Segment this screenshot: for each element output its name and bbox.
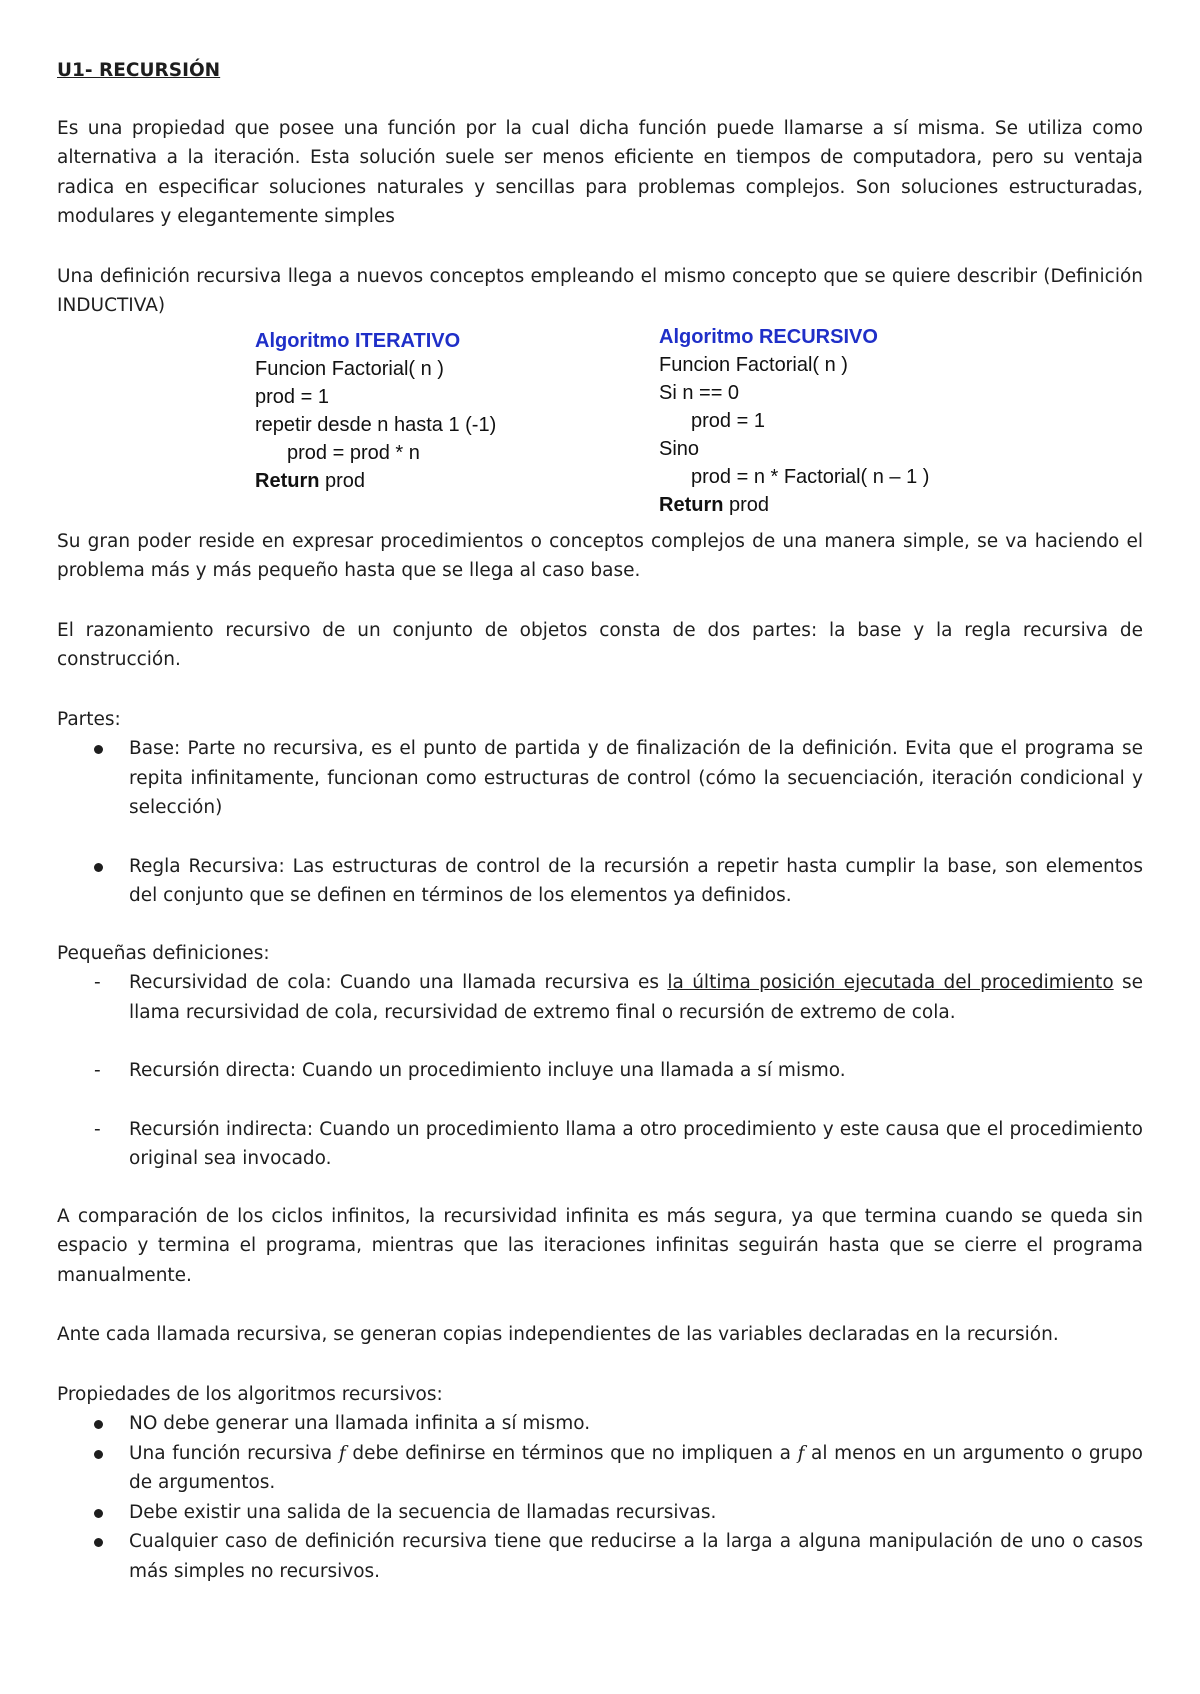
list-item [57, 1527, 1143, 1586]
list-item-text: Cualquier caso de definición recursiva tiene que reducirse a la larga a alguna manipulación de uno o casos más simples no recursivos. [129, 1531, 1143, 1582]
dash-marker: - [94, 1118, 101, 1140]
code-line: Sino [659, 437, 700, 460]
bullet-icon [94, 1538, 103, 1547]
code-line: Funcion Factorial( n ) [255, 357, 444, 380]
power-paragraph: Su gran poder reside en expresar procedimientos o conceptos complejos de una manera simple, se va haciendo el problema más y más pequeño hasta que se llega al caso base. [57, 530, 1143, 581]
code-line [255, 467, 496, 495]
dash-marker: - [94, 1060, 101, 1081]
definitions-list [57, 968, 1143, 1174]
copies-paragraph: Ante cada llamada recursiva, se generan copias independientes de las variables declaradas en la recursión. [57, 1324, 1059, 1345]
list-item-text: Base: Parte no recursiva, es el punto de partida y de finalización de la definición. Evita que el programa se repita infinitamente, funcionan como estructuras de control (cómo la secuenciación, iteración condicional y selección) [129, 738, 1143, 818]
list-item [57, 1409, 1143, 1439]
dash-marker: - [94, 972, 101, 993]
list-item [57, 734, 1143, 823]
reasoning-paragraph: El razonamiento recursivo de un conjunto de objetos consta de dos partes: la base y la regla recursiva de construcción. [57, 619, 1143, 670]
list-item [57, 1498, 1143, 1528]
list-item [57, 1439, 1143, 1498]
list-item-text: NO debe generar una llamada infinita a sí mismo. [129, 1413, 591, 1434]
list-item [57, 1115, 1143, 1174]
recursive-algorithm [659, 323, 929, 519]
code-line: Si n == 0 [659, 381, 740, 404]
list-item-text: Una función recursiva [129, 1442, 339, 1464]
bullet-icon [94, 863, 103, 872]
iterative-algorithm [255, 327, 496, 495]
list-item-text: al menos en un argumento o grupo de argumentos. [129, 1442, 1144, 1493]
definitions-label: Pequeñas definiciones: [57, 942, 270, 964]
recursive-heading: Algoritmo RECURSIVO [659, 325, 878, 348]
parts-label: Partes: [57, 708, 121, 730]
list-item-text: Recursión directa: Cuando un procedimiento incluye una llamada a sí mismo. [129, 1060, 846, 1081]
code-line: Funcion Factorial( n ) [659, 353, 848, 376]
properties-label: Propiedades de los algoritmos recursivos: [57, 1383, 443, 1405]
properties-list [57, 1409, 1143, 1586]
iterative-heading: Algoritmo ITERATIVO [255, 329, 461, 352]
list-item-text: Debe existir una salida de la secuencia de llamadas recursivas. [129, 1501, 717, 1523]
code-line: prod = n * Factorial( n – 1 ) [691, 465, 930, 488]
list-item [57, 968, 1143, 1027]
function-symbol: f [338, 1442, 346, 1464]
list-item-text: se llama recursividad de cola, recursividad de extremo final o recursión de extremo de cola. [129, 972, 1143, 1023]
return-keyword: Return [659, 493, 724, 516]
list-item [57, 1056, 1143, 1086]
return-value: prod [319, 469, 366, 492]
list-item-text: Recursividad de cola: Cuando una llamada recursiva es [129, 972, 668, 993]
list-item [57, 852, 1143, 911]
code-line: repetir desde n hasta 1 (-1) [255, 413, 497, 436]
parts-list [57, 734, 1143, 911]
function-symbol: f [797, 1442, 805, 1464]
code-line: prod = prod * n [287, 441, 420, 464]
code-line [659, 491, 929, 519]
list-item-text: debe definirse en términos que no impliquen a [345, 1442, 798, 1464]
underlined-phrase: la última posición ejecutada del procedimiento [667, 972, 1114, 993]
bullet-icon [94, 1509, 103, 1518]
return-keyword: Return [255, 469, 320, 492]
bullet-icon [94, 1420, 103, 1429]
infinite-recursion-paragraph: A comparación de los ciclos infinitos, la recursividad infinita es más segura, ya que termina cuando se queda sin espacio y termina el programa, mientras que las iteraciones infinitas seguirán hasta que se cierre el programa manualmente. [57, 1205, 1143, 1286]
bullet-icon [94, 1450, 103, 1459]
inductive-definition-paragraph: Una definición recursiva llega a nuevos conceptos empleando el mismo concepto que se quiere describir (Definición INDUCTIVA) [57, 265, 1143, 316]
list-item-text: Recursión indirecta: Cuando un procedimiento llama a otro procedimiento y este causa que el procedimiento original sea invocado. [129, 1118, 1143, 1169]
algorithms-figure [57, 321, 1143, 527]
page-title: U1- RECURSIÓN [57, 60, 221, 81]
code-line: prod = 1 [255, 385, 329, 408]
list-item-text: Regla Recursiva: Las estructuras de control de la recursión a repetir hasta cumplir la base, son elementos del conjunto que se definen en términos de los elementos ya definidos. [129, 855, 1143, 906]
return-value: prod [723, 493, 770, 516]
bullet-icon [94, 745, 103, 754]
intro-paragraph: Es una propiedad que posee una función por la cual dicha función puede llamarse a sí misma. Se utiliza como alternativa a la iteración. Esta solución suele ser menos eficiente en tiempos de computadora, pero su ventaja radica en especificar soluciones naturales y sencillas para problemas complejos. Son soluciones estructuradas, modulares y elegantemente simples [57, 117, 1143, 227]
code-line: prod = 1 [691, 409, 765, 432]
